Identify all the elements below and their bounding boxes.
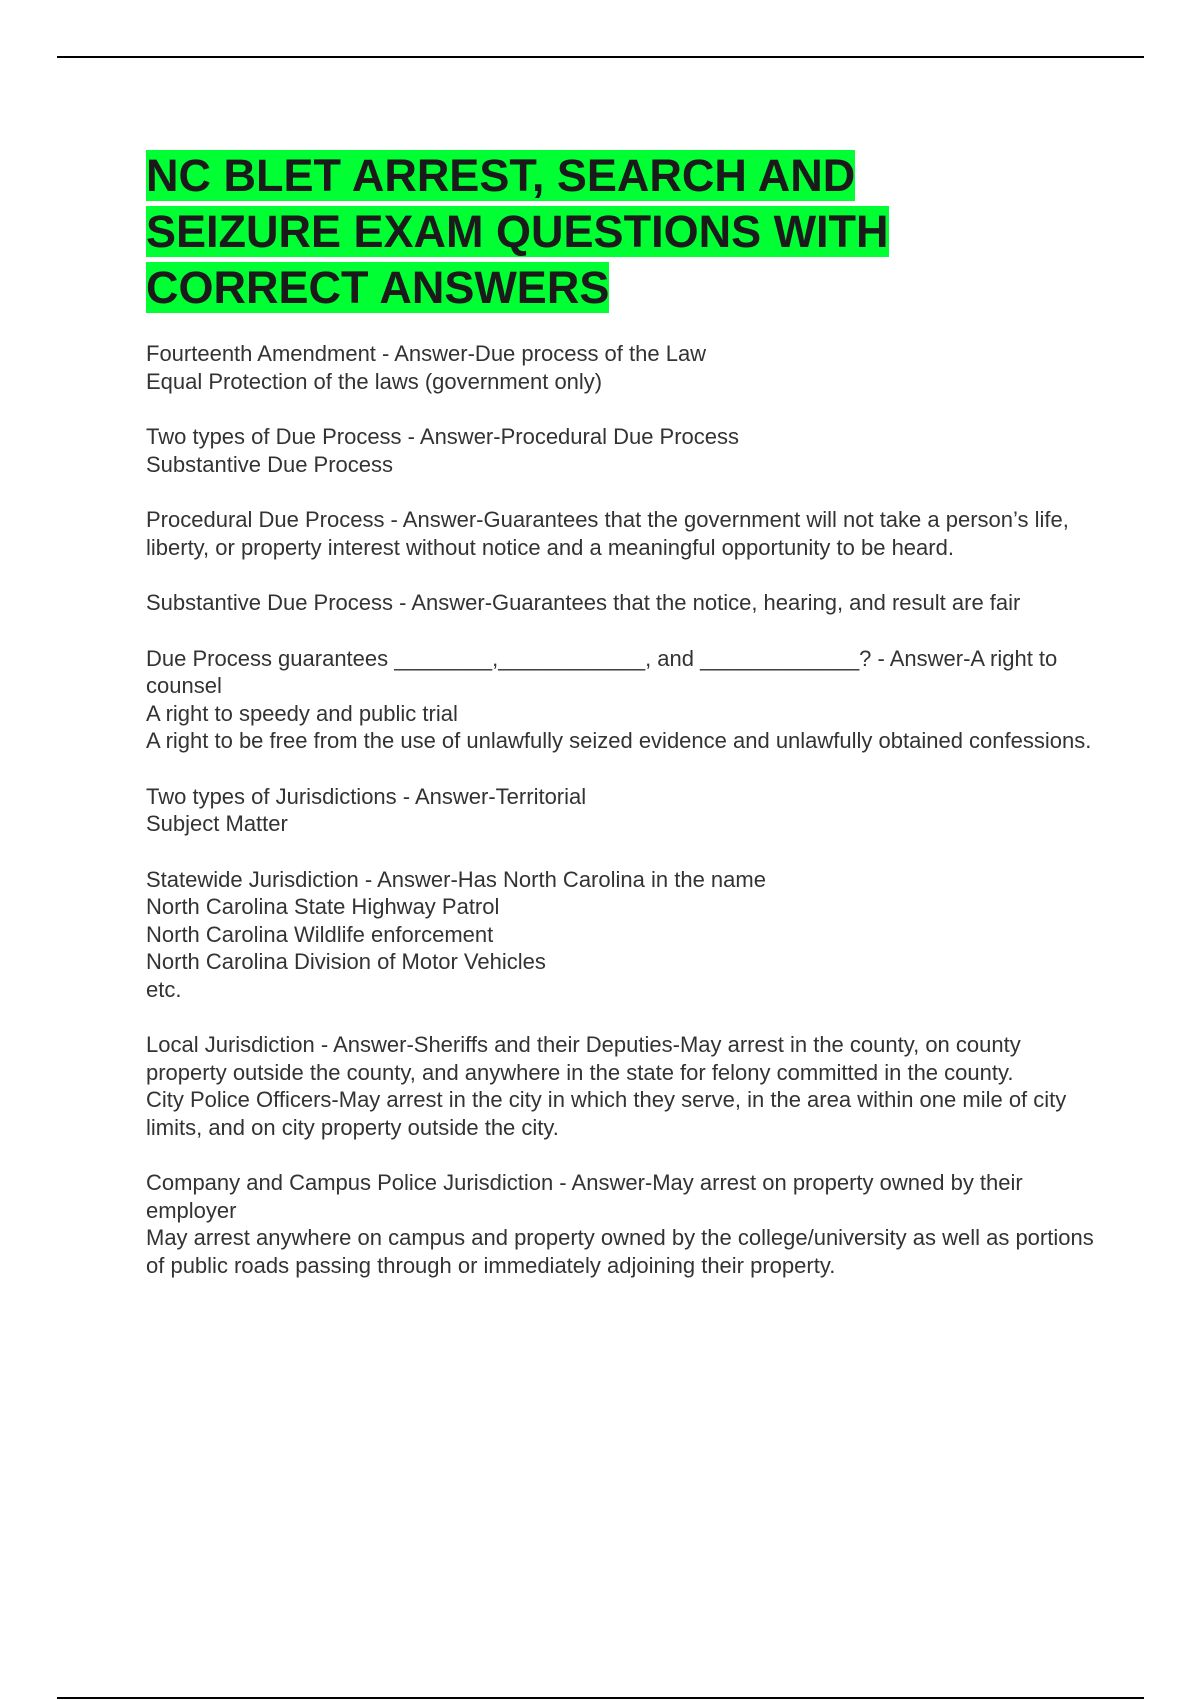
qa-entry: [146, 1169, 1096, 1279]
qa-answer-line: North Carolina Wildlife enforcement: [146, 921, 494, 947]
title-highlight: NC BLET ARREST, SEARCH AND SEIZURE EXAM QUESTIONS WITH CORRECT ANSWERS: [146, 150, 889, 313]
qa-answer-line: North Carolina State Highway Patrol: [146, 894, 500, 919]
qa-question-line: Two types of Due Process - Answer-Procedural Due Process: [146, 424, 740, 449]
bottom-rule: [57, 1697, 1144, 1699]
qa-answer-line: A right to be free from the use of unlawfully seized evidence and unlawfully obtained confessions.: [146, 728, 1092, 753]
qa-entry: [146, 340, 1096, 395]
qa-entry: [146, 866, 1096, 1004]
qa-question-line: Fourteenth Amendment - Answer-Due process of the Law: [146, 341, 707, 366]
qa-answer-line: Substantive Due Process: [146, 451, 394, 477]
qa-question-line: Substantive Due Process - Answer-Guarantees that the notice, hearing, and result are fair: [146, 590, 1021, 615]
qa-entry: [146, 1031, 1096, 1141]
qa-answer-line: May arrest anywhere on campus and property owned by the college/university as well as portions of public roads passing through or immediately adjoining their property.: [146, 1225, 1094, 1278]
document-body: [146, 148, 1096, 1307]
qa-entry: [146, 423, 1096, 478]
qa-question-line: Procedural Due Process - Answer-Guarantees that the government will not take a person’s life, liberty, or property interest without notice and a meaningful opportunity to be heard.: [146, 507, 1069, 560]
qa-list: [146, 340, 1096, 1279]
qa-question-line: Statewide Jurisdiction - Answer-Has North Carolina in the name: [146, 866, 766, 892]
qa-answer-line: Equal Protection of the laws (government only): [146, 368, 603, 394]
qa-answer-line: Subject Matter: [146, 811, 288, 836]
qa-question-line: Two types of Jurisdictions - Answer-Territorial: [146, 783, 587, 809]
qa-entry: [146, 783, 1096, 838]
qa-answer-line: etc.: [146, 976, 182, 1002]
qa-answer-line: North Carolina Division of Motor Vehicles: [146, 949, 546, 974]
qa-answer-line: A right to speedy and public trial: [146, 700, 458, 726]
qa-entry: [146, 589, 1096, 617]
top-rule: [57, 56, 1144, 58]
qa-answer-line: City Police Officers-May arrest in the city in which they serve, in the area within one mile of city limits, and on city property outside the city.: [146, 1087, 1067, 1140]
qa-question-line: Local Jurisdiction - Answer-Sheriffs and their Deputies-May arrest in the county, on county property outside the county, and anywhere in the state for felony committed in the county.: [146, 1032, 1021, 1085]
document-title: [146, 148, 966, 316]
qa-question-line: Due Process guarantees ________,____________, and _____________? - Answer-A right to counsel: [146, 645, 1058, 698]
qa-entry: [146, 506, 1096, 561]
qa-entry: [146, 645, 1096, 755]
qa-question-line: Company and Campus Police Jurisdiction - Answer-May arrest on property owned by their employer: [146, 1170, 1023, 1223]
